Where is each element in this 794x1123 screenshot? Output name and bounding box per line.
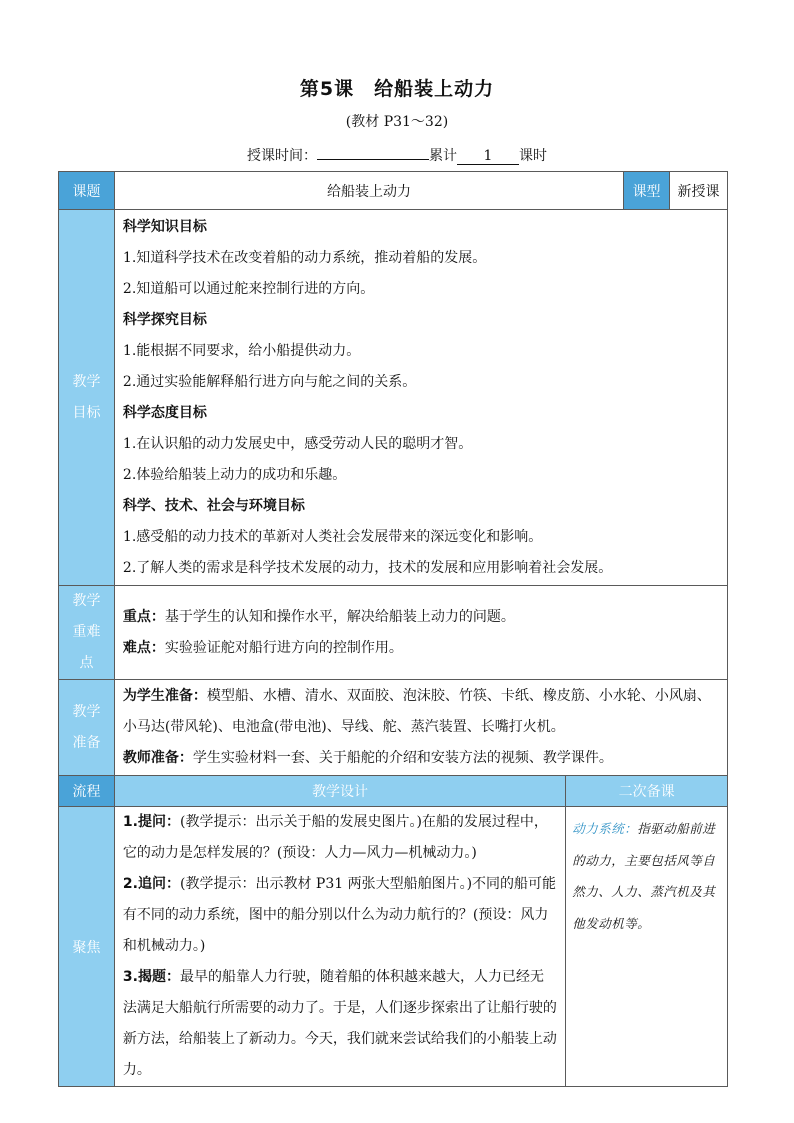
lesson-time-line: [0, 145, 794, 165]
key-text: 基于学生的认知和操作水平，解决给船装上动力的问题。: [164, 608, 515, 625]
goal-item: 2.通过实验能解释船行进方向与舵之间的关系。: [122, 373, 417, 390]
goal-item: 1.知道科学技术在改变着船的动力系统，推动着船的发展。: [122, 249, 487, 266]
goal-item: 2.知道船可以通过舵来控制行进的方向。: [122, 280, 375, 297]
goal-item: 1.能根据不同要求，给小船提供动力。: [122, 342, 361, 359]
type-label: 课型: [624, 172, 670, 210]
goal-item: 2.体验给船装上动力的成功和乐趣。: [122, 466, 347, 483]
focus-item: [123, 869, 557, 962]
difficult-label: 难点：: [122, 639, 165, 656]
note-term: 动力系统：: [572, 821, 638, 836]
focus-item: [123, 962, 557, 1086]
goal-section-heading: 科学、技术、社会与环境目标: [122, 497, 305, 514]
goal-item: 2.了解人类的需求是科学技术发展的动力，技术的发展和应用影响着社会发展。: [122, 559, 613, 576]
keypoints-label: [59, 586, 115, 680]
time-label: 授课时间：: [247, 148, 317, 164]
focus-item-head: 3.揭题：: [122, 969, 180, 985]
topic-label: 课题: [59, 172, 115, 210]
design-header: 教学设计: [114, 776, 565, 807]
keypoints-row: [59, 586, 728, 680]
keypoints-content: [114, 586, 727, 680]
textbook-pages: (教材 P31～32): [345, 114, 449, 130]
goal-section-heading: 科学态度目标: [122, 404, 207, 421]
flow-header-row: [59, 776, 728, 807]
total-value: 1: [457, 148, 519, 165]
goal-item: 1.感受船的动力技术的革新对人类社会发展带来的深远变化和影响。: [122, 528, 543, 545]
key-point: [123, 602, 719, 633]
prep-content: [114, 680, 727, 776]
focus-item-text: 最早的船靠人力行驶，随着船的体积越来越大，人力已经无法满足大船航行所需要的动力了。于是，人们逐步探索出了让船行驶的新方法，给船装上了新动力。今天，我们就来尝试给我们的小船装上动力。: [122, 969, 557, 1078]
total-label: 累计: [429, 148, 457, 164]
key-label: 重点：: [122, 608, 165, 625]
goals-label: [59, 210, 115, 586]
focus-item-head: 1.提问：: [122, 814, 180, 830]
student-prep-label: 为学生准备：: [122, 688, 207, 704]
type-value: 新授课: [670, 172, 728, 210]
focus-item: [123, 807, 557, 869]
student-prep: [123, 681, 719, 743]
note-text: 指驱动船前进的动力，主要包括风等自然力、人力、蒸汽机及其他发动机等。: [572, 821, 716, 931]
goals-label-line-1: 教学: [72, 373, 101, 390]
teacher-prep-text: 学生实验材料一套、关于船舵的介绍和安装方法的视频、教学课件。: [192, 750, 613, 766]
second-prep-header: 二次备课: [566, 776, 728, 807]
focus-item-text: (教学提示：出示关于船的发展史图片。)在船的发展过程中，它的动力是怎样发展的？(预设：人力—风力—机械动力。): [122, 814, 548, 861]
prep-label-line-2: 准备: [72, 734, 101, 751]
second-prep-note: [566, 807, 727, 945]
second-prep-cell: [566, 807, 728, 1087]
teacher-prep-label: 教师准备：: [122, 750, 193, 766]
goals-label-line-2: 目标: [72, 404, 101, 421]
difficult-text: 实验验证舵对船行进方向的控制作用。: [164, 639, 403, 656]
prep-label: [59, 680, 115, 776]
keypoints-label-line-3: 点: [79, 655, 94, 671]
keypoints-label-line-1: 教学: [72, 593, 101, 609]
lesson-title: 第5课 给船装上动力: [299, 78, 495, 100]
time-blank: [317, 159, 429, 160]
focus-item-text: (教学提示：出示教材 P31 两张大型船舶图片。)不同的船可能有不同的动力系统，图中的船分别以什么为动力航行的？(预设：风力和机械动力。): [122, 876, 557, 954]
topic-row: [59, 172, 728, 210]
goals-row: [59, 210, 728, 586]
focus-content: [114, 807, 565, 1087]
goals-content: [114, 210, 727, 586]
topic-value: 给船装上动力: [114, 172, 623, 210]
goal-section-heading: 科学知识目标: [122, 218, 207, 235]
goal-section-heading: 科学探究目标: [122, 311, 207, 328]
difficult-point: [123, 633, 719, 664]
flow-header: 流程: [59, 776, 115, 807]
focus-row: [59, 807, 728, 1087]
lesson-plan-table: [58, 171, 728, 1087]
student-prep-text: 模型船、水槽、清水、双面胶、泡沫胶、竹筷、卡纸、橡皮筋、小水轮、小风扇、小马达(带风轮)、电池盒(带电池)、导线、舵、蒸汽装置、长嘴打火机。: [122, 688, 711, 735]
focus-item-head: 2.追问：: [122, 876, 180, 892]
prep-row: [59, 680, 728, 776]
teacher-prep: [123, 743, 719, 774]
goal-item: 1.在认识船的动力发展史中，感受劳动人民的聪明才智。: [122, 435, 473, 452]
focus-label: 聚焦: [59, 807, 115, 1087]
unit-label: 课时: [519, 148, 547, 164]
prep-label-line-1: 教学: [72, 703, 101, 720]
keypoints-label-line-2: 重难: [72, 624, 101, 640]
